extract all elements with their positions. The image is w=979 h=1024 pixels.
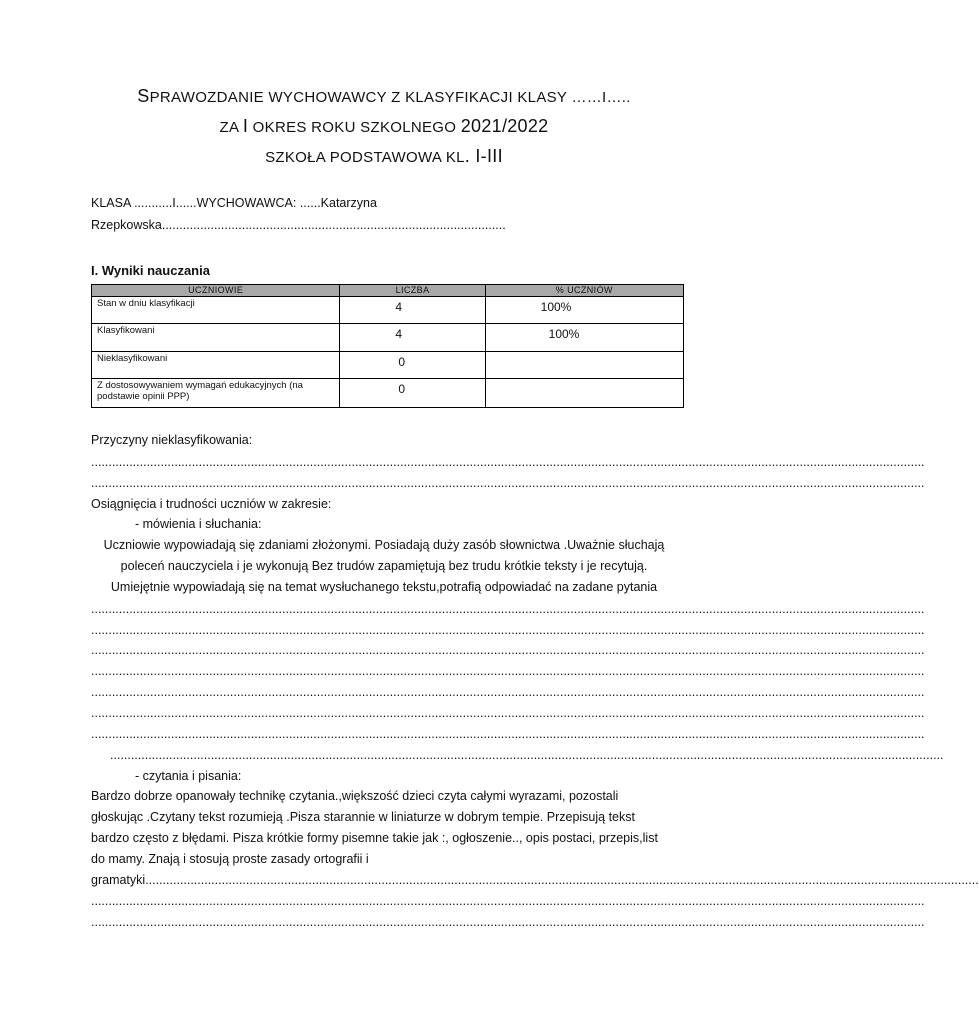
czytania-text-line: bardzo często z błędami. Pisza krótkie formy pisemne takie jak :, ogłoszenie.., opis postaci, przepis,list [91, 831, 658, 845]
dotted-line: ................................................................................................................................................................................................................................................ [91, 706, 925, 720]
row-percent [485, 379, 683, 408]
mowienia-text-line: Umiejętnie wypowiadają się na temat wysłuchanego tekstu,potrafią odpowiadać na zadane pytania [110, 580, 658, 594]
section-title-results: I. Wyniki nauczania [91, 263, 210, 278]
dotted-line: ................................................................................................................................................................................................................................................ [91, 727, 925, 741]
dotted-line: ................................................................................................................................................................................................................................................ [91, 643, 925, 657]
dotted-line: ................................................................................................................................................................................................................................................ [110, 748, 944, 762]
row-label: Nieklasyfikowani [92, 352, 340, 379]
teacher-surname-line: Rzepkowska................................................................................................... [91, 218, 506, 232]
column-header: LICZBA [340, 285, 485, 297]
report-subtitle-school: SZKOŁA PODSTAWOWA KL. I-III [265, 146, 503, 166]
table-row [92, 297, 684, 324]
mowienia-label: - mówienia i słuchania: [135, 517, 262, 531]
mowienia-text-line: poleceń nauczyciela i je wykonują Bez trudów zapamiętują bez trudu krótkie teksty i je recytują. [120, 559, 648, 573]
table-header-row [92, 285, 684, 297]
dotted-line: ................................................................................................................................................................................................................................................ [91, 602, 925, 616]
czytania-text-line: do mamy. Znają i stosują proste zasady ortografii i [91, 852, 369, 866]
row-percent: 100% [485, 324, 683, 352]
report-title: SPRAWOZDANIE WYCHOWAWCY Z KLASYFIKACJI KLASY ……I….. [137, 86, 631, 106]
dotted-line: ................................................................................................................................................................................................................................................ [91, 623, 925, 637]
czytania-text-line: Bardzo dobrze opanowały technikę czytania.,większość dzieci czyta całymi wyrazami, pozostali [91, 789, 619, 803]
table-row [92, 379, 684, 408]
row-count: 4 [340, 324, 485, 352]
dotted-line: ................................................................................................................................................................................................................................................ [91, 915, 925, 929]
class-teacher-line: KLASA ...........I......WYCHOWAWCA: ......Katarzyna [91, 196, 377, 210]
czytania-label: - czytania i pisania: [135, 769, 242, 783]
czytania-text-line: głoskując .Czytany tekst rozumieją .Pisza starannie w liniaturze w dobrym tempie. Przepisują tekst [91, 810, 635, 824]
dot-fill: ................................................................................................................................................................................................................................................ [145, 873, 979, 887]
row-label: Klasyfikowani [92, 324, 340, 352]
mowienia-text-line: Uczniowie wypowiadają się zdaniami złożonymi. Posiadają duży zasób słownictwa .Uważnie słuchają [103, 538, 665, 552]
gramatyki-word: gramatyki [91, 873, 146, 887]
row-percent: 100% [485, 297, 683, 324]
row-count: 0 [340, 379, 485, 408]
row-percent [485, 352, 683, 379]
dotted-line: ................................................................................................................................................................................................................................................ [91, 664, 925, 678]
report-subtitle-period: ZA I OKRES ROKU SZKOLNEGO 2021/2022 [219, 116, 549, 136]
dotted-line: ................................................................................................................................................................................................................................................ [91, 476, 925, 490]
osiagniecia-label: Osiągnięcia i trudności uczniów w zakresie: [91, 497, 332, 511]
dotted-line: ................................................................................................................................................................................................................................................ [91, 455, 925, 469]
przyczyny-label: Przyczyny nieklasyfikowania: [91, 433, 253, 447]
row-label: Stan w dniu klasyfikacji [92, 297, 340, 324]
row-count: 4 [340, 297, 485, 324]
column-header: UCZNIOWIE [92, 285, 340, 297]
dotted-line: ................................................................................................................................................................................................................................................ [91, 685, 925, 699]
table-row [92, 324, 684, 352]
results-table [91, 284, 684, 408]
dotted-line: ................................................................................................................................................................................................................................................ [91, 894, 925, 908]
table-row [92, 352, 684, 379]
gramatyki-line [91, 873, 979, 889]
column-header: % UCZNIÓW [485, 285, 683, 297]
row-count: 0 [340, 352, 485, 379]
row-label: Z dostosowywaniem wymagań edukacyjnych (na podstawie opinii PPP) [92, 379, 340, 408]
